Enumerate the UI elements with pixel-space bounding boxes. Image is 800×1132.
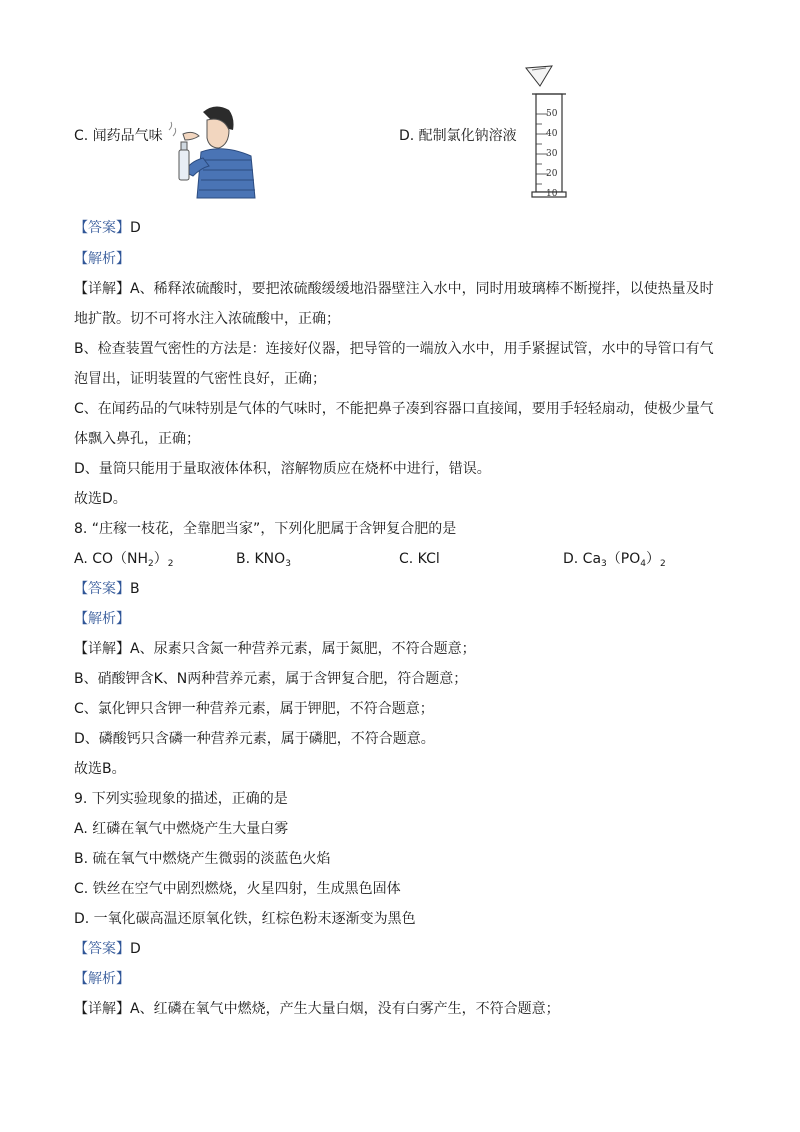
tick-40: 40 [546,129,558,139]
option-d-label: D. 配制氯化钠溶液 [399,128,517,144]
q7-detail-line-3: B、检查装置气密性的方法是：连接好仪器，把导管的一端放入水中，用手紧握试管，水中的导管口有气 [74,341,714,357]
opt-a-text: A. CO（NH [74,551,149,567]
q9-option-a: A. 红磷在氧气中燃烧产生大量白雾 [74,821,289,837]
opt-d-sub1: 3 [601,559,607,569]
tick-30: 30 [546,149,558,159]
q8-analysis-tag: 【解析】 [74,611,130,627]
bottle-stopper [181,142,187,150]
shirt-shape [197,149,255,198]
q7-detail-line-5: C、在闻药品的气味特别是气体的气味时，不能把鼻子凑到容器口直接闻，要用手轻轻扇动，使极少量气 [74,401,714,417]
opt-a-sub2: 2 [167,559,174,569]
answer-value: D [130,941,141,957]
q8-answer-line [74,579,140,599]
opt-a-mid: ） [153,551,168,567]
q8-option-d [563,549,666,574]
tick-50: 50 [546,109,558,119]
q7-detail-line-1 [74,279,714,299]
answer-tag: 【答案】 [74,581,130,597]
q9-answer-line [74,939,141,959]
answer-tag: 【答案】 [74,220,130,236]
q7-conclusion: 故选D。 [74,491,127,507]
opt-d-post: ） [645,551,660,567]
q8-option-b [236,549,291,574]
q7-detail-line-4: 泡冒出，证明装置的气密性良好，正确； [74,371,326,387]
q9-option-c: C. 铁丝在空气中剧烈燃烧，火星四射，生成黑色固体 [74,881,401,897]
answer-tag: 【答案】 [74,941,130,957]
option-c-label: C. 闻药品气味 [74,128,163,144]
q9-question: 9. 下列实验现象的描述，正确的是 [74,791,288,807]
opt-b-sub1: 3 [285,559,291,569]
q8-detail-line-2: B、硝酸钾含K、N两种营养元素，属于含钾复合肥，符合题意； [74,671,468,687]
q8-question: 8. “庄稼一枝花，全靠肥当家”，下列化肥属于含钾复合肥的是 [74,521,457,537]
odor-lines [169,122,176,136]
opt-a-sub1: 2 [148,559,154,569]
detail-text: A、尿素只含氮一种营养元素，属于氮肥，不符合题意； [130,641,476,657]
q9-analysis-tag: 【解析】 [74,971,130,987]
person-smelling-image [163,100,263,200]
opt-b-text: B. KNO [236,551,286,567]
answer-value: B [130,581,140,597]
q9-option-d: D. 一氧化碳高温还原氧化铁，红棕色粉末逐渐变为黑色 [74,911,416,927]
q9-detail-line-1 [74,999,560,1019]
q7-detail-line-7: D、量筒只能用于量取液体体积，溶解物质应在烧杯中进行，错误。 [74,461,491,477]
q7-answer-line [74,218,141,238]
q8-option-a [74,549,174,574]
q8-conclusion: 故选B。 [74,761,126,777]
tick-10: 10 [546,189,558,199]
q9-option-b: B. 硫在氧气中燃烧产生微弱的淡蓝色火焰 [74,851,331,867]
hand-shape [183,132,199,140]
measuring-cylinder-image [518,64,578,200]
q8-detail-line-1 [74,639,476,659]
q7-detail-line-2: 地扩散。切不可将水注入浓硫酸中，正确； [74,311,340,327]
q7-detail-line-6: 体飘入鼻孔，正确； [74,431,200,447]
opt-d-sub2: 4 [640,559,646,569]
detail-text: A、稀释浓硫酸时，要把浓硫酸缓缓地沿器壁注入水中，同时用玻璃棒不断搅拌，以使热量及时 [130,281,714,297]
opt-d-mid: （PO [606,551,641,567]
detail-tag: 【详解】 [74,1001,130,1017]
detail-tag: 【详解】 [74,281,130,297]
detail-text: A、红磷在氧气中燃烧，产生大量白烟，没有白雾产生，不符合题意； [130,1001,560,1017]
tick-20: 20 [546,169,558,179]
detail-tag: 【详解】 [74,641,130,657]
q8-detail-line-3: C、氯化钾只含钾一种营养元素，属于钾肥，不符合题意； [74,701,434,717]
bottle-shape [179,150,189,180]
q8-option-c: C. KCl [399,551,440,567]
q7-analysis-tag: 【解析】 [74,251,130,267]
q8-detail-line-4: D、磷酸钙只含磷一种营养元素，属于磷肥，不符合题意。 [74,731,435,747]
opt-d-text: D. Ca [563,551,602,567]
answer-value: D [130,220,141,236]
opt-d-sub3: 2 [659,559,666,569]
